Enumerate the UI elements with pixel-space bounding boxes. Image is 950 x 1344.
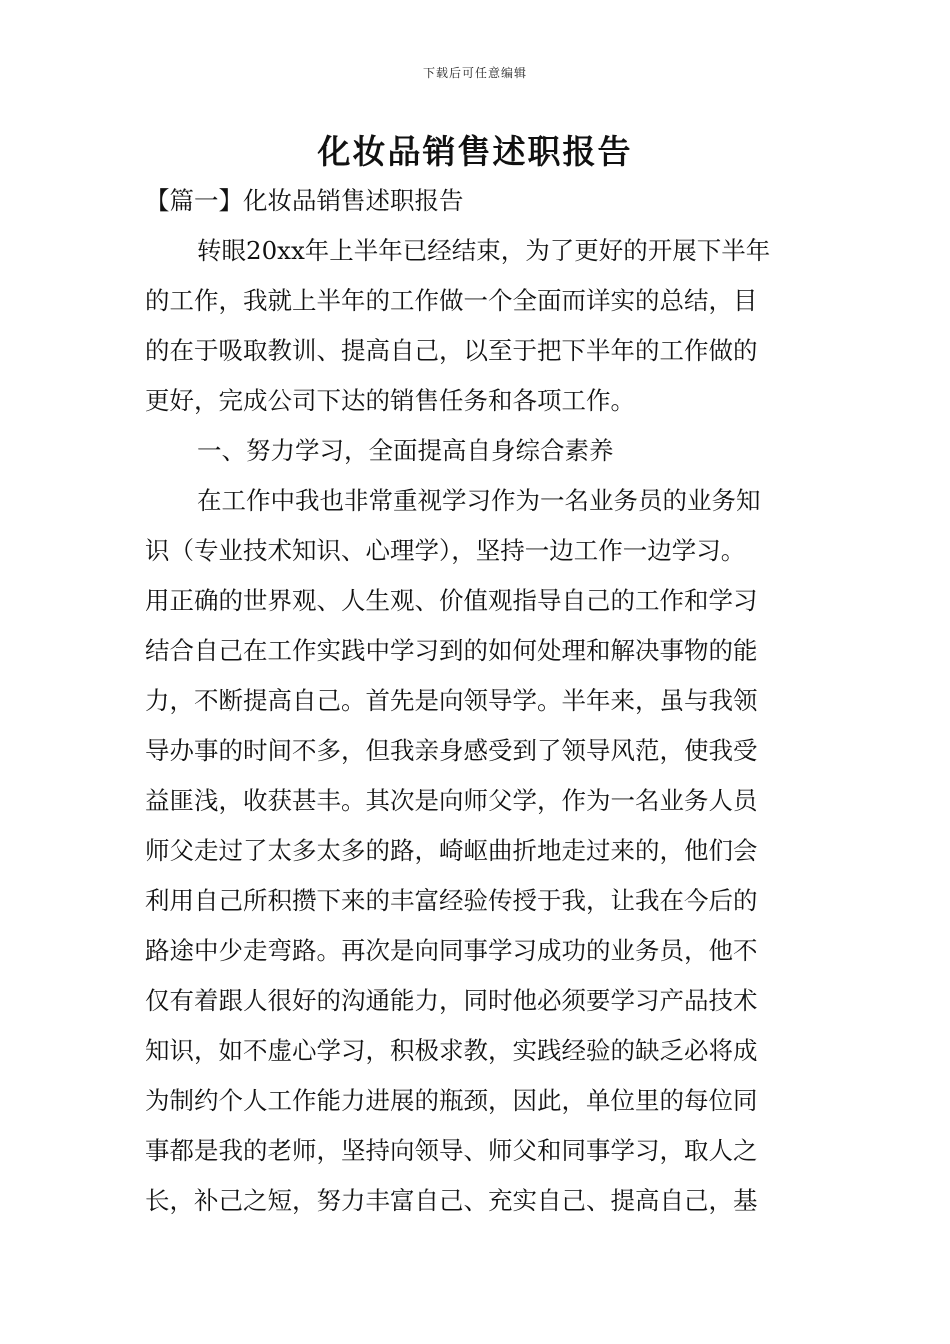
paragraph-line: 路途中少走弯路。再次是向同事学习成功的业务员，他不 bbox=[145, 936, 758, 965]
paragraph-line: 事都是我的老师，坚持向领导、师父和同事学习，取人之 bbox=[145, 1136, 758, 1165]
paragraph-line: 结合自己在工作实践中学习到的如何处理和解决事物的能 bbox=[145, 636, 758, 665]
paragraph-line: 转眼20xx年上半年已经结束，为了更好的开展下半年 bbox=[197, 236, 771, 265]
paragraph-line: 为制约个人工作能力进展的瓶颈，因此，单位里的每位同 bbox=[145, 1086, 758, 1115]
paragraph-line: 力，不断提高自己。首先是向领导学。半年来，虽与我领 bbox=[145, 686, 758, 715]
paragraph-line: 用正确的世界观、人生观、价值观指导自己的工作和学习 bbox=[145, 586, 758, 615]
paragraph-line: 识（专业技术知识、心理学），坚持一边工作一边学习。 bbox=[145, 536, 746, 565]
subheading-line: 一、努力学习，全面提高自身综合素养 bbox=[197, 436, 614, 465]
paragraph-line: 长，补己之短，努力丰富自己、充实自己、提高自己，基 bbox=[145, 1186, 758, 1215]
paragraph-line: 导办事的时间不多，但我亲身感受到了领导风范，使我受 bbox=[145, 736, 758, 765]
paragraph-line: 更好，完成公司下达的销售任务和各项工作。 bbox=[145, 386, 635, 415]
paragraph-line: 师父走过了太多太多的路，崎岖曲折地走过来的，他们会 bbox=[145, 836, 758, 865]
paragraph-line: 知识，如不虚心学习，积极求教，实践经验的缺乏必将成 bbox=[145, 1036, 758, 1065]
section-heading: 【篇一】化妆品销售述职报告 bbox=[145, 186, 464, 215]
paragraph-line: 仅有着跟人很好的沟通能力，同时他必须要学习产品技术 bbox=[145, 986, 758, 1015]
document-body bbox=[145, 176, 807, 1226]
paragraph-line: 的工作，我就上半年的工作做一个全面而详实的总结，目 bbox=[145, 286, 758, 315]
header-note: 下载后可任意编辑 bbox=[422, 66, 527, 80]
paragraph-line: 利用自己所积攒下来的丰富经验传授于我，让我在今后的 bbox=[145, 886, 758, 915]
paragraph-line: 在工作中我也非常重视学习作为一名业务员的业务知 bbox=[197, 486, 761, 515]
document-title: 化妆品销售述职报告 bbox=[317, 132, 633, 171]
paragraph-line: 益匪浅，收获甚丰。其次是向师父学，作为一名业务人员 bbox=[145, 786, 758, 815]
paragraph-line: 的在于吸取教训、提高自己，以至于把下半年的工作做的 bbox=[145, 336, 758, 365]
